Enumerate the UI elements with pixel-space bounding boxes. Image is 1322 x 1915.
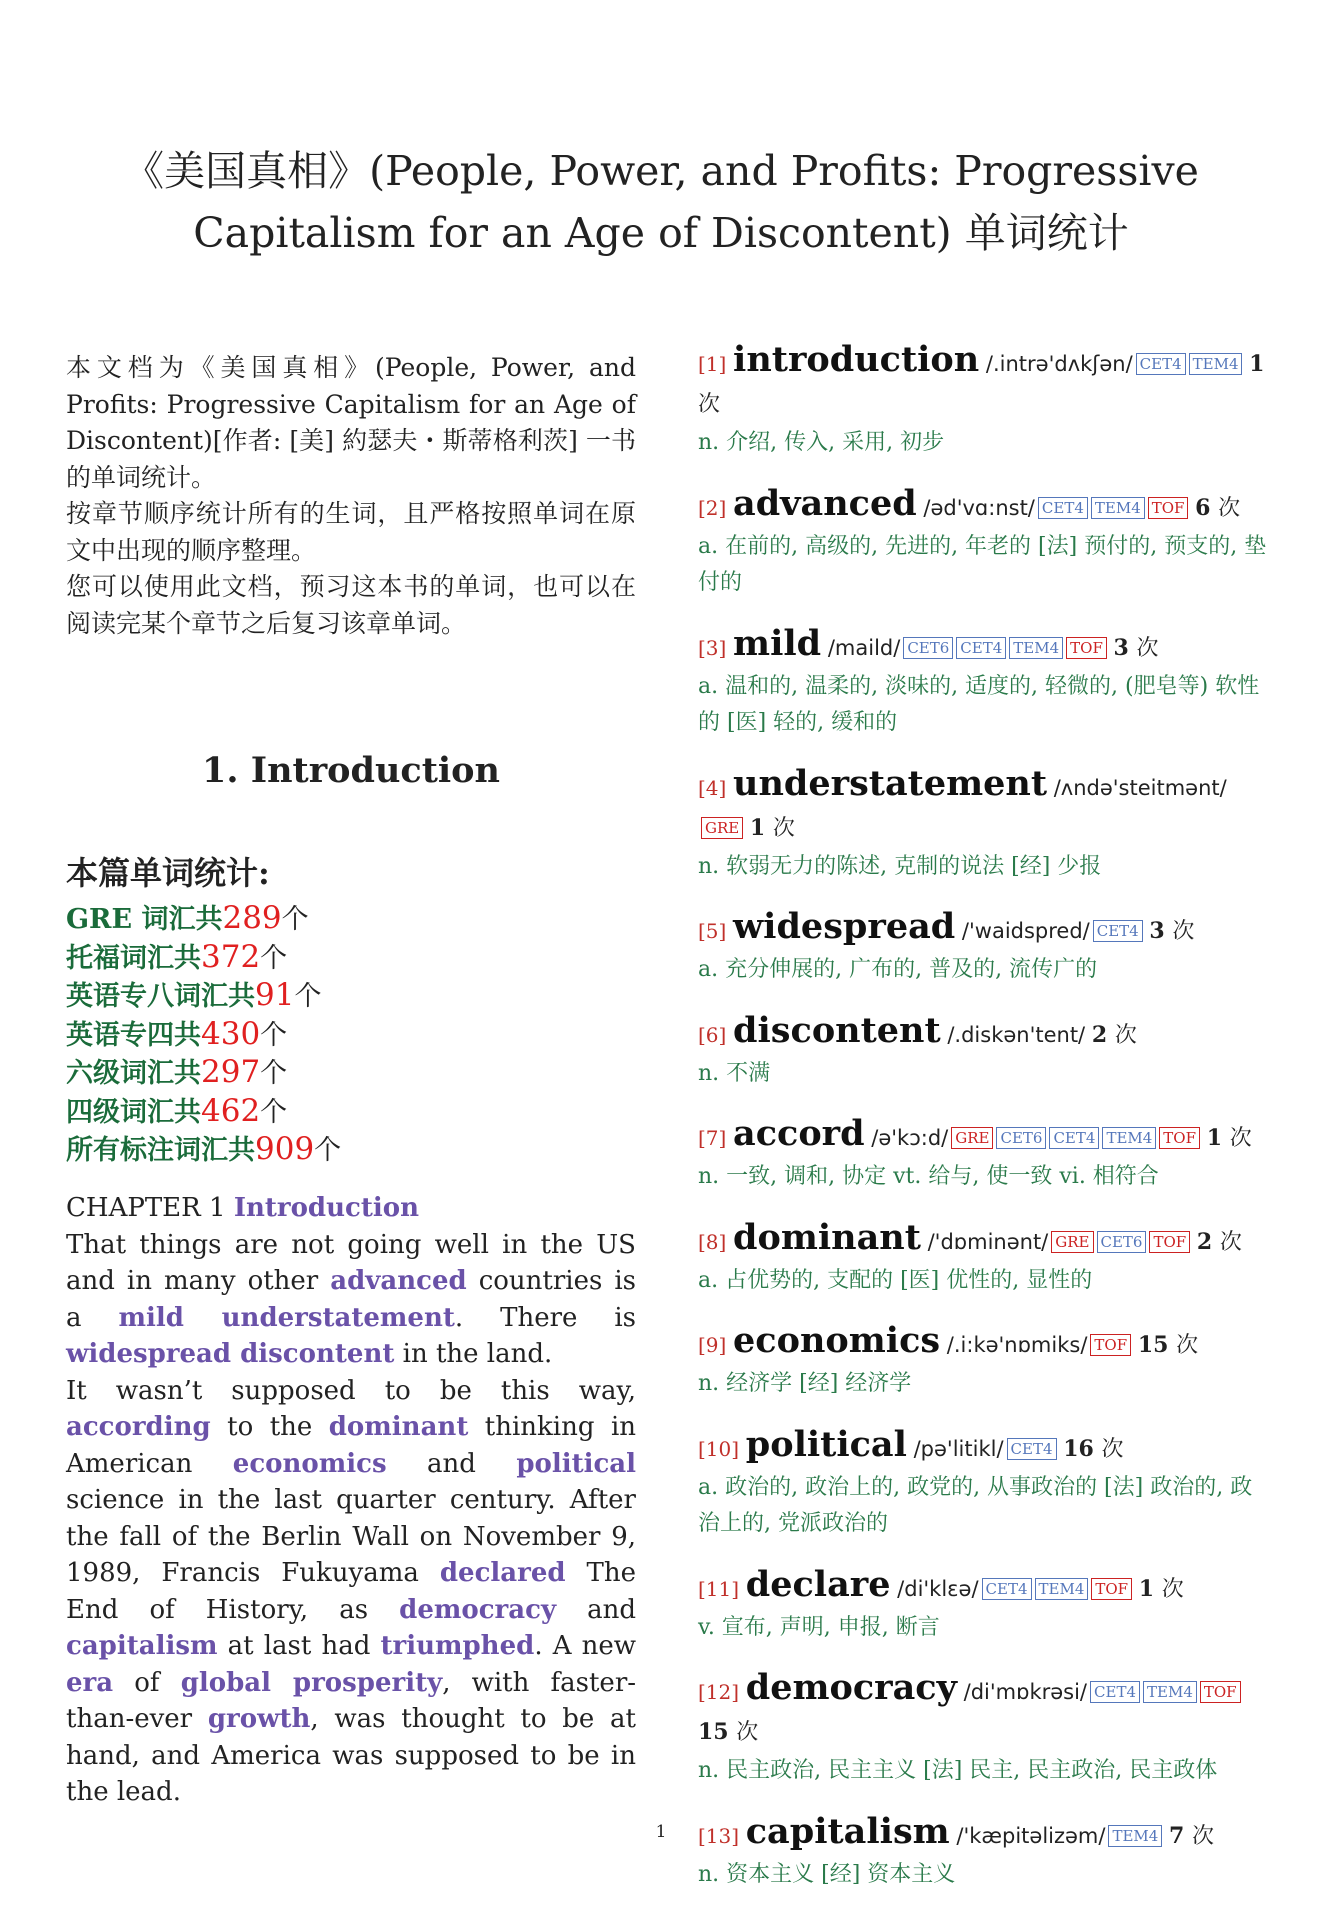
entry-phonetic: /ʌndə'steitmənt/ <box>1053 775 1227 800</box>
level-tag: TEM4 <box>1009 637 1063 659</box>
entry-phonetic: /ə'kɔ:d/ <box>871 1126 949 1150</box>
intro-paragraph: 本文档为《美国真相》(People, Power, and Profits: Progressive Capitalism for an Age of Discontent)[作者: [美] 約瑟夫・斯蒂格利茨] 一书的单词统计。 <box>66 353 636 492</box>
entry-definition: a. 温和的, 温柔的, 淡味的, 适度的, 轻微的, (肥皂等) 软性的 [医] 轻的, 缓和的 <box>698 673 1260 735</box>
entry-index: [10] <box>698 1436 740 1461</box>
section-heading: 1. Introduction <box>202 750 500 791</box>
intro-text <box>66 350 636 642</box>
entry-word: widespread <box>733 906 956 947</box>
level-tag: CET4 <box>1136 353 1186 375</box>
entry-word: understatement <box>733 762 1048 804</box>
entry-definition: n. 一致, 调和, 协定 vt. 给与, 使一致 vi. 相符合 <box>698 1164 1159 1189</box>
level-tag: TOF <box>1159 1127 1200 1149</box>
entry-count: 7 次 <box>1169 1822 1215 1849</box>
entry-phonetic: /di'mɒkrəsi/ <box>963 1680 1088 1704</box>
entry-definition: v. 宣布, 声明, 申报, 断言 <box>698 1614 940 1640</box>
level-tag: TEM4 <box>1108 1825 1162 1847</box>
level-tag: TOF <box>1148 497 1189 519</box>
level-tag: CET4 <box>1093 920 1143 942</box>
entry-index: [4] <box>698 775 727 800</box>
chapter-paragraph: It wasn’t supposed to be this way, according to the dominant thinking in American economics and political science in the last quarter century. After the fall of the Berlin Wall on November 9, 1989, Francis Fukuyama declared The End of History, as democracy and capitalism at last had triumphed. A new era of global prosperity, with faster-than-ever growth, was thought to be at hand, and America was supposed to be in the lead. <box>66 1375 637 1807</box>
entry-index: [1] <box>698 352 727 376</box>
entry-word: declare <box>745 1563 891 1605</box>
level-tag: TEM4 <box>1035 1578 1089 1600</box>
entry-index: [5] <box>698 919 727 943</box>
entry-definition: n. 民主政治, 民主主义 [法] 民主, 民主政治, 民主政体 <box>698 1758 1218 1783</box>
level-tag: TEM4 <box>1189 353 1243 375</box>
entry-definition: a. 在前的, 高级的, 先进的, 年老的 [法] 预付的, 预支的, 垫付的 <box>698 533 1267 595</box>
entry-count: 3 次 <box>1149 918 1195 944</box>
level-tag: GRE <box>951 1127 993 1149</box>
entry-word: mild <box>733 622 822 664</box>
level-tag: CET6 <box>903 637 953 659</box>
stat-row: 英语专四共430个 <box>66 1015 288 1052</box>
entry-index: [7] <box>698 1126 727 1150</box>
entry-phonetic: /maild/ <box>827 635 901 660</box>
vocab-entry <box>698 1321 1268 1403</box>
level-tag: TOF <box>1200 1681 1241 1703</box>
level-tag: CET4 <box>982 1578 1032 1600</box>
vocab-entry <box>698 764 1268 886</box>
entry-count: 2 次 <box>1196 1228 1242 1255</box>
stat-row: GRE 词汇共289个 <box>66 900 309 936</box>
entry-index: [12] <box>698 1680 740 1704</box>
level-tag: CET4 <box>1007 1438 1057 1460</box>
entry-index: [3] <box>698 635 727 660</box>
intro-paragraph: 按章节顺序统计所有的生词，且严格按照单词在原文中出现的顺序整理。 <box>66 499 636 565</box>
vocab-entry <box>698 1668 1268 1790</box>
entry-index: [9] <box>698 1333 727 1357</box>
entry-word: dominant <box>733 1216 921 1258</box>
entry-definition: a. 政治的, 政治上的, 政党的, 从事政治的 [法] 政治的, 政治上的, 党派政治的 <box>698 1474 1253 1536</box>
level-tag: GRE <box>1051 1231 1093 1253</box>
level-tag: CET4 <box>956 637 1006 659</box>
entry-phonetic: /.diskən'tent/ <box>947 1022 1086 1047</box>
entry-index: [8] <box>698 1229 727 1254</box>
entry-word: democracy <box>745 1667 957 1708</box>
entry-count: 1 次 <box>1138 1575 1184 1602</box>
entry-word: advanced <box>733 482 917 524</box>
vocab-entry <box>698 1565 1268 1647</box>
entry-word: accord <box>733 1113 865 1154</box>
level-tag: CET4 <box>1038 497 1088 519</box>
entry-count: 16 次 <box>1063 1435 1124 1462</box>
level-tag: TEM4 <box>1143 1681 1197 1703</box>
entry-phonetic: /'waidspred/ <box>961 919 1090 943</box>
entry-index: [2] <box>698 495 727 520</box>
entry-word: introduction <box>733 339 980 380</box>
entry-count: 2 次 <box>1091 1021 1137 1048</box>
level-tag: TEM4 <box>1091 497 1145 519</box>
entry-phonetic: /'kæpitəlizəm/ <box>956 1823 1106 1848</box>
entry-definition: a. 充分伸展的, 广布的, 普及的, 流传广的 <box>698 957 1098 982</box>
entry-count: 15 次 <box>698 1719 759 1745</box>
stat-row: 托福词汇共372个 <box>66 938 288 975</box>
vocab-entry <box>698 1011 1268 1093</box>
level-tag: TOF <box>1149 1231 1190 1253</box>
entry-word: economics <box>733 1320 941 1361</box>
level-tag: CET6 <box>996 1127 1046 1149</box>
vocab-entry <box>698 1114 1268 1196</box>
vocab-entry <box>698 1218 1268 1300</box>
vocab-entry <box>698 907 1268 989</box>
entry-index: [13] <box>698 1823 740 1848</box>
entry-definition: n. 介绍, 传入, 采用, 初步 <box>698 430 945 455</box>
chapter-paragraph: That things are not going well in the US and in many other advanced countries is a mild understatement. There is widespread discontent in the land. <box>66 1229 636 1369</box>
level-tag: TOF <box>1066 637 1107 659</box>
entry-definition: n. 软弱无力的陈述, 克制的说法 [经] 少报 <box>698 853 1102 879</box>
entry-phonetic: /'dɒminənt/ <box>927 1229 1049 1254</box>
entry-word: political <box>745 1423 907 1465</box>
vocab-entry <box>698 340 1268 462</box>
entry-definition: a. 占优势的, 支配的 [医] 优性的, 显性的 <box>698 1267 1093 1293</box>
level-tag: GRE <box>701 817 743 839</box>
level-tag: CET6 <box>1097 1231 1147 1253</box>
entry-phonetic: /əd'vɑ:nst/ <box>923 495 1035 520</box>
left-column <box>66 350 637 1807</box>
intro-paragraph: 您可以使用此文档，预习这本书的单词，也可以在阅读完某个章节之后复习该章单词。 <box>66 572 636 638</box>
entry-word: discontent <box>733 1009 941 1051</box>
entry-count: 1 次 <box>749 814 795 841</box>
level-tag: TOF <box>1091 1578 1132 1600</box>
entry-count: 6 次 <box>1195 494 1241 521</box>
entry-count: 3 次 <box>1113 634 1159 661</box>
vocab-entry <box>698 624 1268 742</box>
entry-definition: n. 经济学 [经] 经济学 <box>698 1371 912 1396</box>
stats-title: 本篇单词统计: <box>66 854 270 892</box>
entry-count: 1 次 <box>1206 1125 1252 1151</box>
level-tag: CET4 <box>1090 1681 1140 1703</box>
chapter-text <box>66 1190 636 1811</box>
entry-phonetic: /pə'litikl/ <box>913 1436 1004 1461</box>
entry-phonetic: /.i:kə'nɒmiks/ <box>946 1333 1088 1357</box>
vocab-entry <box>698 1425 1268 1543</box>
entry-index: [6] <box>698 1022 727 1047</box>
document-title: 《美国真相》(People, Power, and Profits: Progressive Capitalism for an Age of Discontent) 单词统计 <box>123 147 1199 257</box>
entry-count: 1 次 <box>698 351 1265 417</box>
word-stats <box>66 850 636 1170</box>
entry-definition: n. 资本主义 [经] 资本主义 <box>698 1861 956 1887</box>
stat-row: 四级词汇共462个 <box>66 1092 288 1129</box>
entry-index: [11] <box>698 1576 740 1601</box>
level-tag: CET4 <box>1049 1127 1099 1149</box>
entry-phonetic: /di'klɛə/ <box>897 1576 979 1601</box>
chapter-title: CHAPTER 1 Introduction <box>66 1193 419 1223</box>
entry-word: capitalism <box>745 1810 950 1852</box>
page-number: 1 <box>655 1822 667 1842</box>
entry-count: 15 次 <box>1137 1332 1199 1358</box>
stat-row: 英语专八词汇共91个 <box>66 977 322 1013</box>
entry-phonetic: /.intrə'dʌkʃən/ <box>985 352 1133 376</box>
entry-definition: n. 不满 <box>698 1060 771 1086</box>
level-tag: TOF <box>1090 1334 1131 1356</box>
vocabulary-list <box>698 340 1268 1915</box>
stat-row: 六级词汇共297个 <box>66 1054 288 1090</box>
vocab-entry <box>698 484 1268 602</box>
stat-row: 所有标注词汇共909个 <box>66 1131 342 1167</box>
level-tag: TEM4 <box>1102 1127 1156 1149</box>
